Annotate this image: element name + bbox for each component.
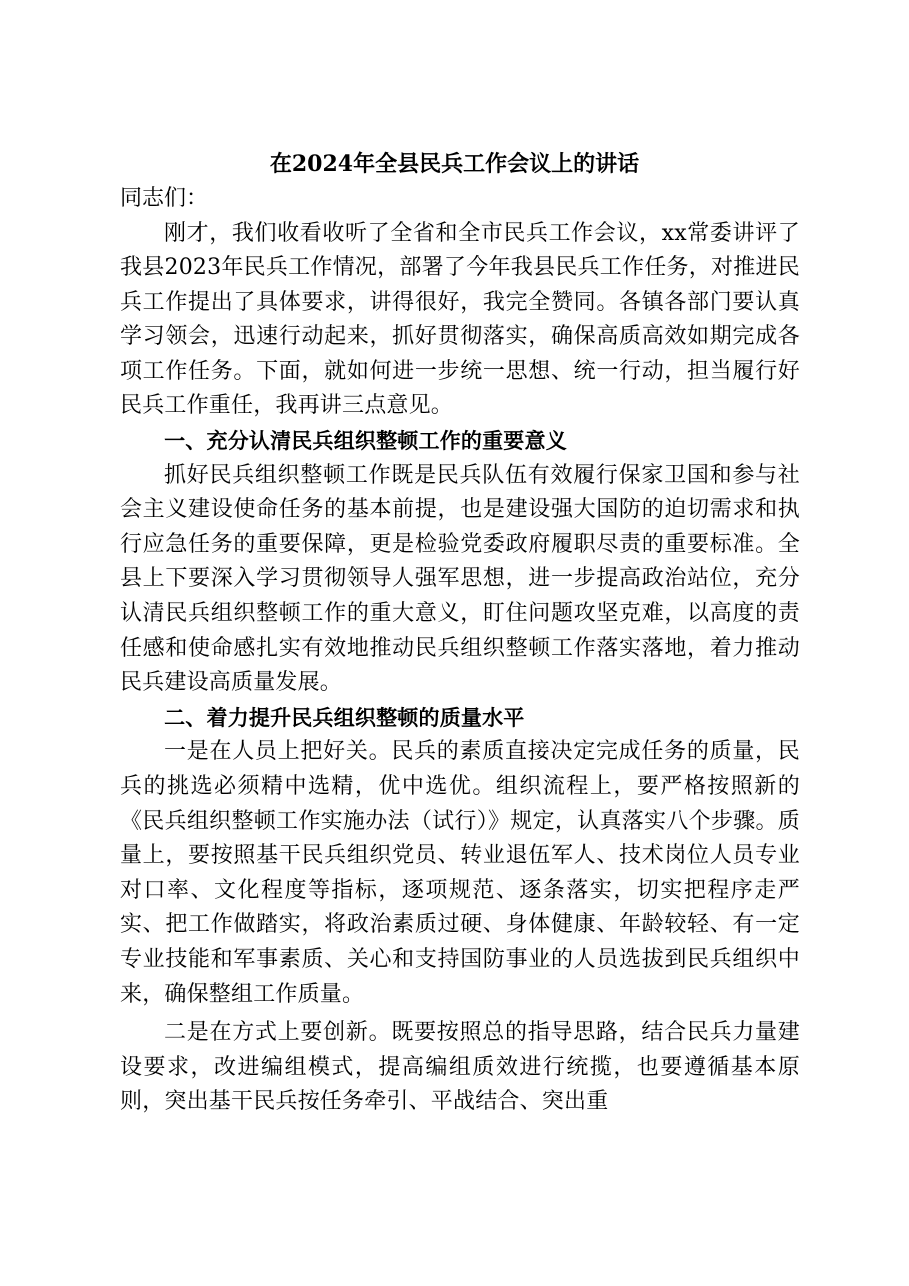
section-heading-2: 二、着力提升民兵组织整顿的质量水平 xyxy=(164,705,525,730)
paragraph-intro: 刚才，我们收看收听了全省和全市民兵工作会议，xx常委讲评了我县2023年民兵工作情况，部署了今年我县民兵工作任务，对推进民兵工作提出了具体要求，讲得很好，我完全赞同。各镇各部门要认真学习领会，迅速行动起来，抓好贯彻落实，确保高质高效如期完成各项工作任务。下面，就如何进一步统一思想、统一行动，担当履行好民兵工作重任，我再讲三点意见。 xyxy=(120,220,800,419)
section-heading-1: 一、充分认清民兵组织整顿工作的重要意义 xyxy=(164,429,567,454)
paragraph-point-2: 二是在方式上要创新。既要按照总的指导思路，结合民兵力量建设要求，改进编组模式，提高编组质效进行统揽，也要遵循基本原则，突出基干民兵按任务牵引、平战结合、突出重 xyxy=(120,1020,800,1115)
paragraph-point-1: 一是在人员上把好关。民兵的素质直接决定完成任务的质量，民兵的挑选必须精中选精，优中选优。组织流程上，要严格按照新的《民兵组织整顿工作实施办法（试行）》规定，认真落实八个步骤。质量上，要按照基干民兵组织党员、转业退伍军人、技术岗位人员专业对口率、文化程度等指标，逐项规范、逐条落实，切实把程序走严实、把工作做踏实，将政治素质过硬、身体健康、年龄较轻、有一定专业技能和军事素质、关心和支持国防事业的人员选拔到民兵组织中来，确保整组工作质量。 xyxy=(120,739,800,1007)
paragraph-section-1: 抓好民兵组织整顿工作既是民兵队伍有效履行保家卫国和参与社会主义建设使命任务的基本前提，也是建设强大国防的迫切需求和执行应急任务的重要保障，更是检验党委政府履职尽责的重要标准。全县上下要深入学习贯彻领导人强军思想，进一步提高政治站位，充分认清民兵组织整顿工作的重大意义，盯住问题攻坚克难，以高度的责任感和使命感扎实有效地推动民兵组织整顿工作落实落地，着力推动民兵建设高质量发展。 xyxy=(120,462,800,696)
greeting: 同志们： xyxy=(120,186,209,211)
document-title: 在2024年全县民兵工作会议上的讲话 xyxy=(269,151,640,177)
document-body xyxy=(120,182,800,1120)
